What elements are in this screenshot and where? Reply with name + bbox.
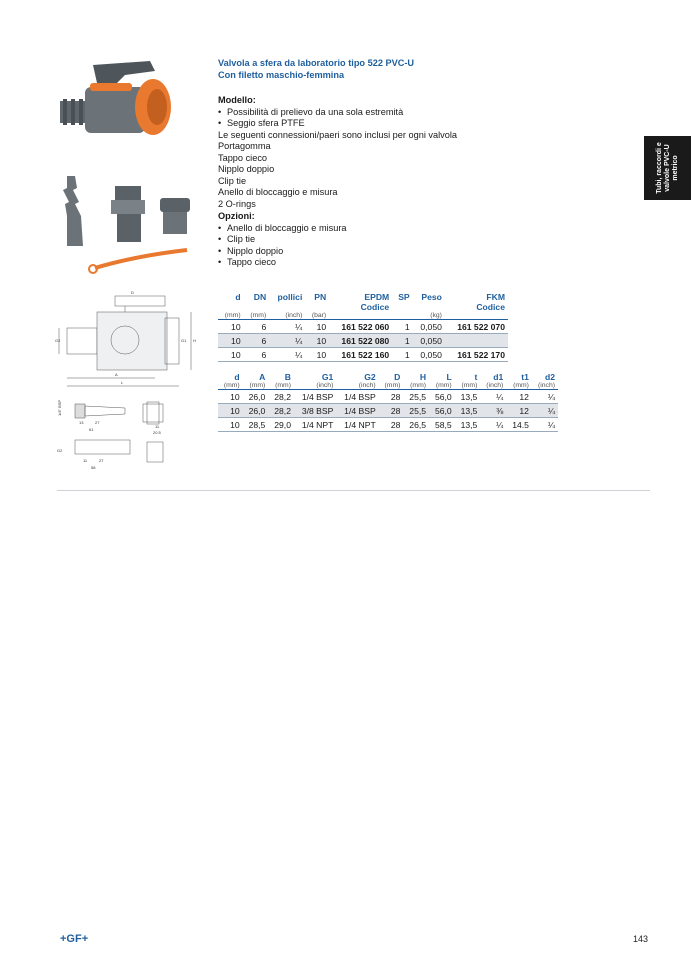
cell: 28,5	[243, 418, 269, 432]
cell: ¼	[269, 348, 305, 362]
col-header: t1	[521, 372, 529, 382]
cell: 6	[244, 348, 270, 362]
cell: ¼	[532, 418, 558, 432]
svg-text:20.5: 20.5	[153, 430, 161, 435]
svg-text:27: 27	[95, 420, 100, 425]
cell: 0,050	[413, 348, 445, 362]
unit-cell: (bar)	[305, 312, 329, 320]
cell: 26,0	[243, 404, 269, 418]
modello-text: Le seguenti connessioni/paeri sono inclusi per ogni valvola	[218, 129, 458, 140]
svg-text:G2: G2	[55, 338, 61, 343]
cell	[445, 334, 508, 348]
cell: 6	[244, 334, 270, 348]
unit-cell: (inch)	[269, 312, 305, 320]
title-line-1: Valvola a sfera da laboratorio tipo 522 PVC-U	[218, 58, 415, 68]
col-header: d	[234, 372, 240, 382]
col-header: G2	[364, 372, 376, 382]
cell: 1/4 BSP	[336, 404, 378, 418]
cell: 56,0	[429, 404, 455, 418]
cell: 161 522 080	[329, 334, 392, 348]
col-header: Peso	[421, 292, 442, 302]
unit-cell: (inch)	[336, 382, 378, 390]
cell: 28	[379, 390, 404, 404]
cell: 10	[305, 320, 329, 334]
opzioni-bullet: • Nipplo doppio	[218, 246, 457, 258]
cell: 1/4 NPT	[294, 418, 336, 432]
cell: 13,5	[455, 418, 481, 432]
codes-table	[218, 292, 508, 362]
unit-cell: (mm)	[268, 382, 294, 390]
fittings-drawing	[55, 400, 195, 475]
cell: 1	[392, 348, 412, 362]
svg-text:13: 13	[79, 420, 84, 425]
col-header: DN	[253, 292, 267, 302]
col-header: PN	[314, 292, 327, 302]
cell: ¼	[269, 320, 305, 334]
cell: 3/8 BSP	[294, 404, 336, 418]
modello-text: Portagomma	[218, 141, 271, 151]
col-header: t	[474, 372, 478, 382]
unit-cell: (inch)	[480, 382, 506, 390]
unit-cell	[445, 312, 508, 320]
valve-photo	[55, 55, 175, 140]
dimensions-table	[218, 372, 558, 432]
cell: ¼	[532, 390, 558, 404]
modello-bullet: • Possibilità di prelievo da una sola estremità	[218, 107, 457, 119]
cell: 14.5	[506, 418, 532, 432]
modello-text: Tappo cieco	[218, 152, 268, 163]
cell: 1/4 NPT	[336, 418, 378, 432]
cell: 161 522 160	[329, 348, 392, 362]
cell: 13,5	[455, 390, 481, 404]
unit-cell	[329, 312, 392, 320]
cell: 26,5	[403, 418, 429, 432]
cell: 26,0	[243, 390, 269, 404]
title-line-2: Con filetto maschio-femmina	[218, 69, 345, 80]
cell: 25,5	[403, 390, 429, 404]
accessories-photo	[55, 168, 195, 278]
cell: 1	[392, 334, 412, 348]
col-header: G1	[321, 372, 334, 382]
svg-text:D: D	[131, 290, 134, 295]
unit-cell: (mm)	[429, 382, 455, 390]
opzioni-bullet: • Anello di bloccaggio e misura	[218, 223, 457, 235]
cell: 1/4 BSP	[294, 390, 336, 404]
col-header: L	[446, 372, 452, 382]
cell: 1/4 BSP	[336, 390, 378, 404]
unit-cell: (mm)	[403, 382, 429, 390]
cell: 10	[305, 334, 329, 348]
cell: 28,2	[268, 390, 294, 404]
cell: 1	[392, 320, 412, 334]
cell: 0,050	[413, 320, 445, 334]
page-number: 143	[633, 934, 649, 944]
unit-cell: (inch)	[294, 382, 336, 390]
cell: 10	[218, 390, 243, 404]
cell: 12	[506, 390, 532, 404]
unit-cell: (inch)	[532, 382, 558, 390]
svg-text:61: 61	[89, 427, 94, 432]
cell: 56,0	[429, 390, 455, 404]
cell: 29,0	[268, 418, 294, 432]
col-header-sub: Codice	[476, 302, 505, 312]
unit-cell: (mm)	[455, 382, 481, 390]
unit-cell: (kg)	[413, 312, 445, 320]
cell: 10	[218, 404, 243, 418]
col-header: d2	[544, 372, 555, 382]
table-row	[218, 390, 558, 404]
cell: 6	[244, 320, 270, 334]
unit-cell: (mm)	[218, 312, 244, 320]
table-row	[218, 320, 508, 334]
gf-logo: +GF+	[60, 933, 89, 945]
col-header: SP	[398, 292, 410, 302]
unit-cell: (mm)	[506, 382, 532, 390]
cell: 25,5	[403, 404, 429, 418]
technical-drawing	[55, 290, 205, 390]
description-block	[218, 95, 457, 269]
cell: ⅜	[480, 404, 506, 418]
svg-text:58: 58	[91, 465, 96, 470]
svg-text:H: H	[193, 338, 196, 343]
side-tab-line: Tubi, raccordi e	[655, 142, 663, 194]
cell: 10	[218, 348, 244, 362]
col-header: A	[259, 372, 266, 382]
table-row	[218, 334, 508, 348]
cell: 10	[305, 348, 329, 362]
modello-text: Anello di bloccaggio e misura	[218, 187, 338, 197]
opzioni-bullet: • Clip tie	[218, 234, 457, 246]
svg-text:L: L	[121, 380, 124, 385]
col-header: D	[394, 372, 401, 382]
unit-cell: (mm)	[244, 312, 270, 320]
cell: 161 522 070	[445, 320, 508, 334]
svg-text:1/4" BSP: 1/4" BSP	[57, 400, 62, 416]
cell: ¼	[480, 390, 506, 404]
modello-text: 2 O-rings	[218, 198, 256, 209]
cell: 10	[218, 334, 244, 348]
cell: 10	[218, 418, 243, 432]
unit-cell: (mm)	[243, 382, 269, 390]
cell: ¼	[532, 404, 558, 418]
cell: 161 522 060	[329, 320, 392, 334]
cell: ¼	[480, 418, 506, 432]
modello-text: Clip tie	[218, 175, 247, 186]
opzioni-bullet: • Tappo cieco	[218, 257, 457, 269]
col-header: B	[284, 372, 291, 382]
section-side-tab	[644, 136, 691, 200]
modello-heading: Modello:	[218, 95, 256, 105]
svg-text:11: 11	[83, 458, 88, 463]
col-header: H	[419, 372, 427, 382]
cell: 161 522 170	[445, 348, 508, 362]
cell: 28	[379, 418, 404, 432]
col-header: FKM	[486, 292, 505, 302]
table-row	[218, 404, 558, 418]
unit-cell	[392, 312, 412, 320]
cell: 28,2	[268, 404, 294, 418]
col-header: d1	[493, 372, 504, 382]
cell: 12	[506, 404, 532, 418]
svg-text:A: A	[115, 372, 118, 377]
modello-text: Nipplo doppio	[218, 164, 275, 174]
svg-text:11: 11	[155, 424, 160, 429]
modello-bullet: • Seggio sfera PTFE	[218, 118, 457, 130]
cell: 10	[218, 320, 244, 334]
cell: 13,5	[455, 404, 481, 418]
col-header: EPDM	[364, 292, 390, 302]
table-row	[218, 418, 558, 432]
table-row	[218, 348, 508, 362]
side-tab-line: valvole PVC-U	[663, 144, 671, 192]
cell: 58,5	[429, 418, 455, 432]
col-header: pollici	[277, 292, 303, 302]
svg-text:G2: G2	[57, 448, 63, 453]
unit-cell: (mm)	[218, 382, 243, 390]
col-header: d	[235, 292, 241, 302]
svg-text:27: 27	[99, 458, 104, 463]
cell: 0,050	[413, 334, 445, 348]
col-header-sub: Codice	[360, 302, 390, 312]
cell: 28	[379, 404, 404, 418]
opzioni-heading: Opzioni:	[218, 211, 255, 221]
product-title	[218, 58, 414, 81]
section-divider	[57, 490, 650, 491]
svg-text:G1: G1	[181, 338, 187, 343]
cell: ¼	[269, 334, 305, 348]
side-tab-line: metrico	[671, 155, 679, 181]
unit-cell: (mm)	[379, 382, 404, 390]
